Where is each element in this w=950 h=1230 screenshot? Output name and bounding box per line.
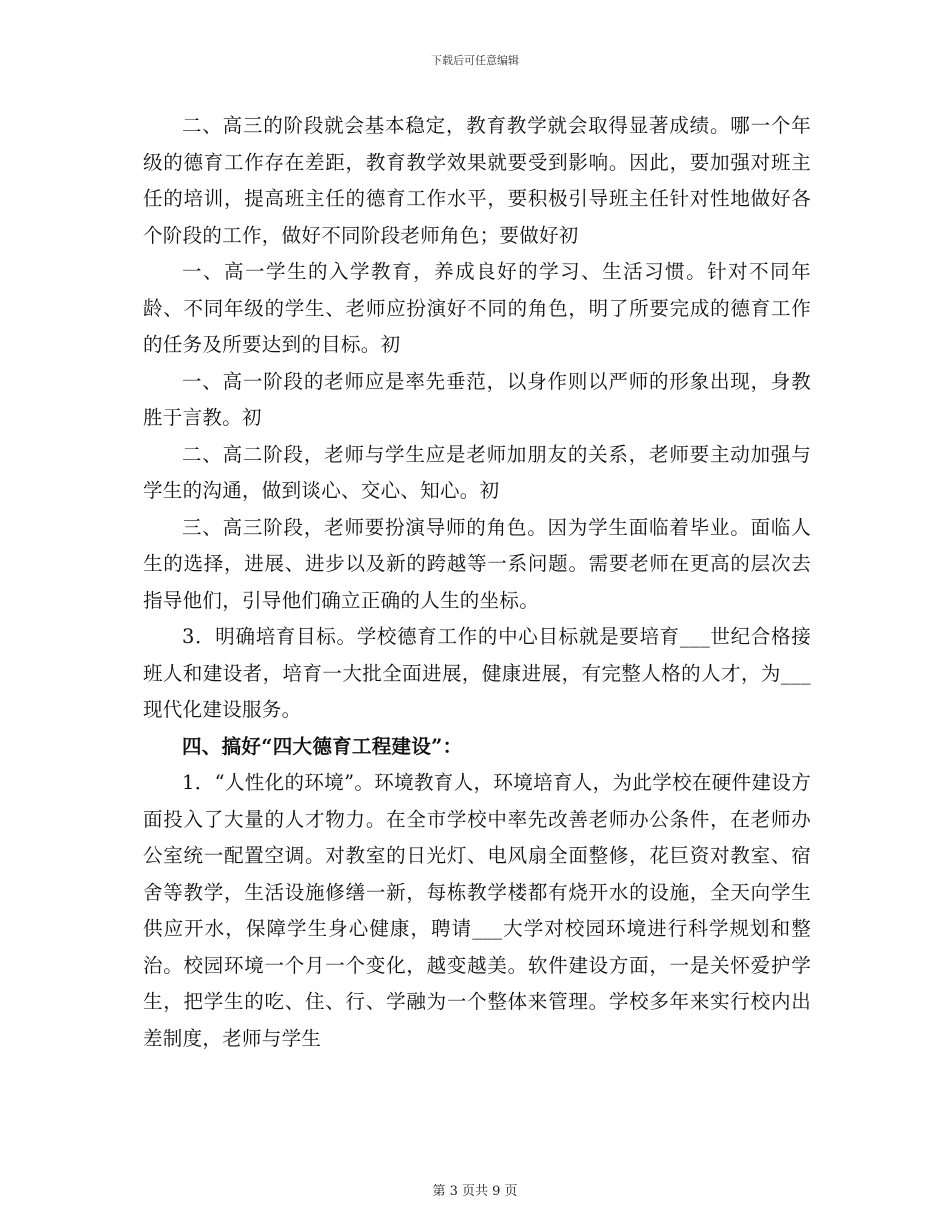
paragraph-6: 3．明确培育目标。学校德育工作的中心目标就是要培育___世纪合格接班人和建设者，培育一大批全面进展，健康进展，有完整人格的人才，为___现代化建设服务。 <box>143 625 811 721</box>
document-body <box>143 108 811 1057</box>
paragraph-3: 一、高一阶段的老师应是率先垂范，以身作则以严师的形象出现，身教胜于言教。初 <box>143 369 811 429</box>
paragraph-2: 一、高一学生的入学教育，养成良好的学习、生活习惯。针对不同年龄、不同年级的学生、老师应扮演好不同的角色，明了所要完成的德育工作的任务及所要达到的目标。初 <box>143 260 811 356</box>
page-number: 第 3 页共 9 页 <box>432 1184 518 1199</box>
paragraph-4: 二、高二阶段，老师与学生应是老师加朋友的关系，老师要主动加强与学生的沟通，做到谈心、交心、知心。初 <box>143 442 811 502</box>
paragraph-8: 1．“人性化的环境”。环境教育人，环境培育人，为此学校在硬件建设方面投入了大量的人才物力。在全市学校中率先改善老师办公条件，在老师办公室统一配置空调。对教室的日光灯、电风扇全面整修，花巨资对教室、宿舍等教学，生活设施修缮一新，每栋教学楼都有烧开水的设施，全天向学生供应开水，保障学生身心健康，聘请___大学对校园环境进行科学规划和整治。校园环境一个月一个变化，越变越美。软件建设方面，一是关怀爱护学生，把学生的吃、住、行、学融为一个整体来管理。学校多年来实行校内出差制度，老师与学生 <box>143 771 811 1050</box>
paragraph-5: 三、高三阶段，老师要扮演导师的角色。因为学生面临着毕业。面临人生的选择，进展、进步以及新的跨越等一系问题。需要老师在更高的层次去指导他们，引导他们确立正确的人生的坐标。 <box>143 515 811 612</box>
header-note: 下载后可任意编辑 <box>431 54 519 67</box>
section-heading: 四、搞好“四大德育工程建设”： <box>182 734 463 758</box>
paragraph-1: 二、高三的阶段就会基本稳定，教育教学就会取得显著成绩。哪一个年级的德育工作存在差距，教育教学效果就要受到影响。因此，要加强对班主任的培训，提高班主任的德育工作水平，要积极引导班主任针对性地做好各个阶段的工作，做好不同阶段老师角色；要做好初 <box>143 114 811 247</box>
